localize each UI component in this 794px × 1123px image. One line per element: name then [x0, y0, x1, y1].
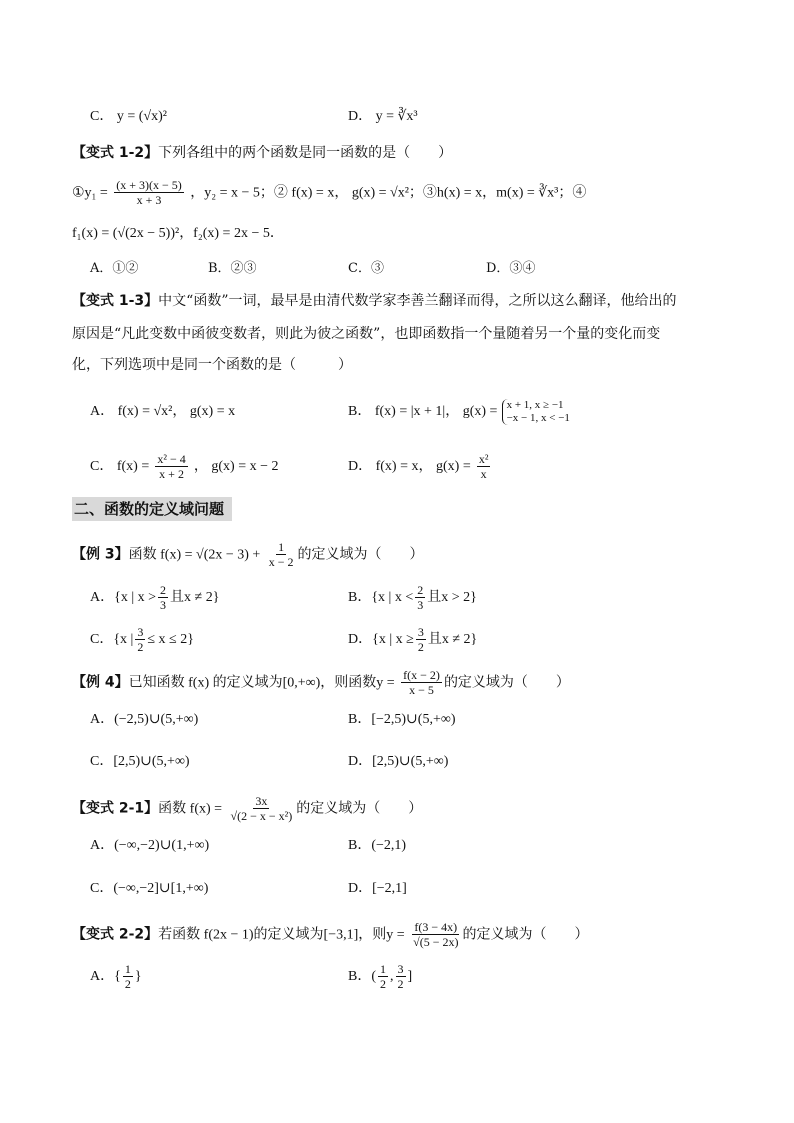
fraction: $\frac{(x + 3)(x - 5)}{x + 3}$ — [116, 178, 182, 207]
question-text: 下列各组中的两个函数是同一函数的是（ ） — [158, 145, 453, 161]
piecewise-brace: x + 1, x ≥ −1 −x − 1, x < −1 — [502, 399, 570, 425]
option-b: B． f(x) = |x + 1|， g(x) = x + 1, x ≥ −1 −x − 1, x < −1 — [348, 398, 570, 424]
question-tag: 【例 3】 — [72, 546, 129, 563]
section-heading: 二、函数的定义域问题 — [72, 497, 232, 521]
option-a: A．(−∞,−2)∪(1,+∞) — [90, 838, 210, 853]
option-a: A．(−2,5)∪(5,+∞) — [90, 712, 199, 727]
question-variant-1-2 — [72, 143, 452, 163]
fraction: $\frac{f(3 - 4x)}{√(5 - 2x)}$ — [413, 920, 459, 949]
question-example-3: 【例 3】函数 f(x) = √(2x − 3) + $\frac{1}{x - 2}$ 的定义域为（ ） — [72, 540, 424, 569]
option-c: C．③ — [348, 261, 384, 276]
option-d: D．③④ — [486, 261, 536, 276]
question-tag: 【变式 2-2】 — [72, 926, 159, 943]
option-d: D．[2,5)∪(5,+∞) — [348, 754, 449, 769]
option-b: B．{x | x < $\frac{2}{3}$ 且x > 2} — [348, 583, 477, 612]
option-d: D． f(x) = x， g(x) = $\frac{\text{x²}}{x}$ — [348, 452, 489, 481]
option-b: B．(−2,1) — [348, 838, 407, 853]
option-a: A．①② — [90, 261, 139, 276]
question-example-4: 【例 4】已知函数 f(x) 的定义域为[0,+∞)，则函数y = $\frac{f(x - 2)}{x - 5}$ 的定义域为（ ） — [72, 668, 570, 697]
question-tag: 【变式 1-2】 — [72, 145, 159, 161]
fraction: $\frac{f(x - 2)}{x - 5}$ — [403, 668, 440, 697]
question-variant-1-3: 【变式 1-3】中文“函数”一词，最早是由清代数学家李善兰翻译而得，之所以这么翻译，他给出的 — [72, 293, 677, 309]
question-tag: 【变式 1-3】 — [72, 293, 159, 309]
option-b: B．②③ — [208, 261, 257, 276]
option-d: D．{x | x ≥ $\frac{3}{2}$ 且x ≠ 2} — [348, 625, 478, 654]
fraction: $\frac{1}{x - 2}$ — [268, 540, 294, 569]
option-a: A．{x | x > $\frac{2}{3}$ 且x ≠ 2} — [90, 583, 220, 612]
fraction: $\frac{3x}{\text{√(2 − x − x²)}}$ — [230, 794, 293, 823]
variant-1-2-line2: f₁(x) = (√(2x − 5))²，f₂(x) = 2x − 5． — [72, 226, 284, 241]
fraction: $\frac{\text{x² − 4}}{x + 2}$ — [157, 452, 186, 481]
option-a: A．{ $\frac{1}{2}$ } — [90, 962, 142, 991]
option-b: B．[−2,5)∪(5,+∞) — [348, 712, 456, 727]
question-text-line: 化，下列选项中是同一个函数的是（ ） — [72, 357, 352, 373]
variant-1-2-line1: ①y₁ = $\frac{(x + 3)(x - 5)}{x + 3}$ ，y₂ = x − 5；② f(x) = x， g(x) = √x²；③h(x) = x，m(x) = ∛x³；④ — [72, 178, 587, 207]
option-c: C． y = (√x)² — [90, 109, 167, 124]
question-variant-2-1: 【变式 2-1】函数 f(x) = $\frac{3x}{\text{√(2 − x − x²)}}$ 的定义域为（ ） — [72, 794, 423, 823]
option-d: D． y = ∛x³ — [348, 109, 418, 124]
question-variant-2-2: 【变式 2-2】若函数 f(2x − 1)的定义域为[−3,1]，则y = $\frac{f(3 - 4x)}{√(5 - 2x)}$ 的定义域为（ ） — [72, 920, 589, 949]
option-a: A． f(x) = √x²， g(x) = x — [90, 404, 236, 419]
option-b: B．( $\frac{1}{2}$ , $\frac{3}{2}$ ] — [348, 962, 413, 991]
question-tag: 【变式 2-1】 — [72, 800, 159, 817]
option-d: D．[−2,1] — [348, 881, 407, 896]
option-c: C．(−∞,−2]∪[1,+∞) — [90, 881, 209, 896]
option-c: C．[2,5)∪(5,+∞) — [90, 754, 190, 769]
question-tag: 【例 4】 — [72, 674, 129, 691]
option-c: C． f(x) = $\frac{\text{x² − 4}}{x + 2}$ ， g(x) = x − 2 — [90, 452, 279, 481]
fraction: $\frac{\text{x²}}{x}$ — [478, 452, 489, 481]
question-text-line: 原因是“凡此变数中函彼变数者，则此为彼之函数”，也即函数指一个量随着另一个量的变化而变 — [72, 326, 661, 342]
option-c: C．{x | $\frac{3}{2}$ ≤ x ≤ 2} — [90, 625, 194, 654]
